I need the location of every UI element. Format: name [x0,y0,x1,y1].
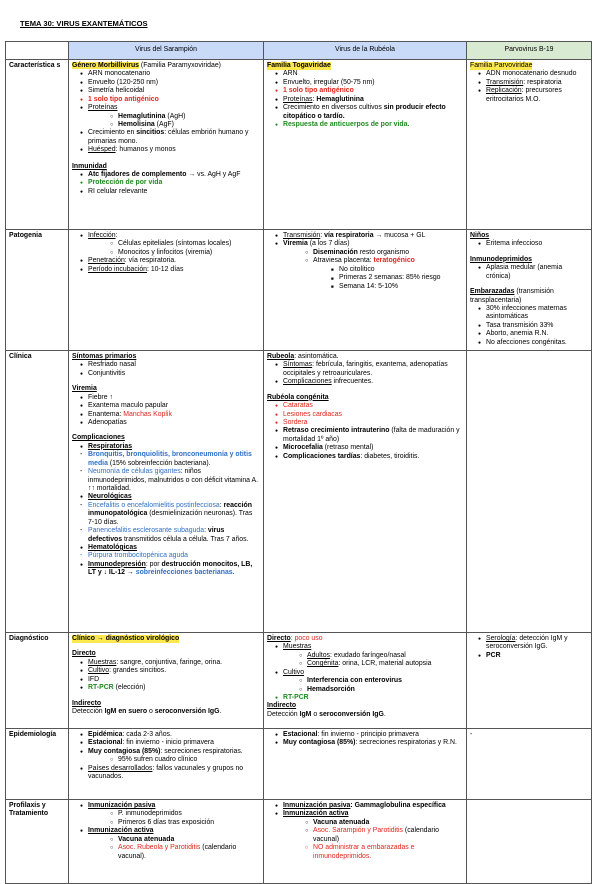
sarampion-genus: Género Morbillivirus (Familia Paramyxoviridae) [72,62,221,69]
list-item: ○ Células epiteliales (síntomas locales) [110,240,260,248]
document-title: TEMA 30: VIRUS EXANTEMÁTICOS [20,19,148,28]
list-item: ○ Diseminación resto organismo [305,249,463,257]
parvo-family: Familia Parvoviridae [470,62,533,69]
list-item: ● Crecimiento en diversos cultivos sin producir efecto citopático o tardío. [275,104,463,121]
list-item: ● Complicaciones tardías: diabetes, tiroiditis. [275,453,463,461]
muestras-sublist [299,652,463,669]
row-label-caracteristicas: Característica s [6,60,69,230]
list-item: ● Cultivo ○ Interferencia con enterovirus ○ Hemadsorción [275,669,463,694]
list-item: ○ Atraviesa placenta: teratogénico ■ No citolítico ■ Primeras 2 semanas: 85% riesgo ■ Semana 14: 5-10% [305,257,463,291]
rubeola-directo: Directo: poco uso [267,635,323,643]
list-item: - Bronquitis, bronquiolitis, bronconeumonía y otitis media (15% sobreinfección bacteriana). [80,451,260,468]
parvo-features-list [478,70,588,104]
cell-rubeola-epidemiologia [264,729,467,800]
list-item: ● Tasa transmisión 33% [478,322,588,330]
rubeola-activa-sublist [305,819,463,861]
row-label-epidemiologia: Epidemiología [6,729,69,800]
sarampion-features-list [80,70,260,154]
row-profilaxis [6,800,592,884]
rubeola-indirecto-heading: Indirecto [267,702,297,710]
infeccion-sublist [110,240,260,257]
cell-parvo-clinica [467,351,592,633]
cell-rubeola-clinica [264,351,467,633]
row-diagnostico [6,633,592,729]
list-item: ● No afecciones congénitas. [478,339,588,347]
row-label-profilaxis: Profilaxis y Tratamiento [6,800,69,884]
cell-parvo-caracteristicas [467,60,592,230]
proteins-sublist [110,113,260,130]
list-item: ● Período incubación: 10-12 días [80,266,260,274]
directo-list [80,659,260,693]
list-item: ● Inmunización pasiva: Gammaglobulina específica [275,802,463,810]
list-item: ○ Hemadsorción [299,686,463,694]
list-item: ● Transmisión: vía respiratoria → mucosa + GL [275,232,463,240]
list-item: ● Hematológicas [80,544,260,552]
list-item: ● Muy contagiosa (85%): secreciones respiratorias y R.N. [275,739,463,747]
list-item: ● Muestras: sangre, conjuntiva, faringe, orina. [80,659,260,667]
list-item: ● Estacional: fin invierno - inicio primavera [80,739,260,747]
list-item: ● Enantema: Manchas Koplik [80,411,260,419]
list-item: ● Eritema infeccioso [478,240,588,248]
row-caracteristicas [6,60,592,230]
list-item: ● Lesiones cardiacas [275,411,463,419]
cell-parvo-epidemiologia [467,729,592,800]
list-item: ● Penetración: vía respiratoria. [80,257,260,265]
list-item: ■ Semana 14: 5-10% [331,283,463,291]
header-sarampion: Virus del Sarampión [69,42,264,60]
rubeola-prof-list [275,802,463,861]
list-item: ○ P. inmunodeprimidos [110,810,260,818]
inmunodeprimidos-heading: Inmunodeprimidos [470,255,533,263]
list-item: ● Muy contagiosa (85%): secreciones respiratorias. ○ 95% sufren cuadro clínico [80,748,260,765]
list-item: ● Aborto, anemia R.N. [478,330,588,338]
list-item: ○ 95% sufren cuadro clínico [110,756,260,764]
list-item: ○ Hemaglutinina (AgH) [110,113,260,121]
header-rubeola: Virus de la Rubéola [264,42,467,60]
list-item: ● Conjuntivitis [80,370,260,378]
list-item: ● Complicaciones infrecuentes. [275,378,463,386]
list-item: - Neumonía de células gigantes: niños inmunodeprimidos, malnutridos o con déficit vitamina A. ↑↑ mortalidad. [80,468,260,493]
list-item: ● ADN monocatenario desnudo [478,70,588,78]
rubeola-epi-list [275,731,463,748]
cell-parvo-patogenia [467,230,592,351]
cell-sarampion-epidemiologia [69,729,264,800]
list-item: ● Respiratorias [80,443,260,451]
neuro-heading-list [80,493,260,501]
inmunodeprimidos-list [478,264,588,281]
ninos-heading: Niños [470,232,490,239]
list-item: ● 30% infecciones maternas asintomáticas [478,305,588,322]
sintomas-primarios-heading: Síntomas primarios [72,353,137,361]
list-item: ● Respuesta de anticuerpos de por vida. [275,121,463,129]
list-item: ● Países desarrollados: fallos vacunales y grupos no vacunados. [80,765,260,782]
rubeola-indirecto-text: Detección IgM o seroconversión IgG. [267,710,386,718]
parvo-diagnostico-list [478,635,588,660]
contagiosa-sublist [110,756,260,764]
sarampion-epi-list [80,731,260,782]
list-item: ○ Vacuna atenuada [305,819,463,827]
list-item: ● Exantema maculo papular [80,402,260,410]
cell-rubeola-caracteristicas [264,60,467,230]
list-item: - Panencefalitis esclerosante subaguda: virus defectivos transmitidos célula a célula. Tras 7 años. [80,527,260,544]
list-item: ■ No citolítico [331,266,463,274]
embarazadas-heading: Embarazadas (transmisión transplacentaria) [470,288,554,304]
cell-parvo-diagnostico [467,633,592,729]
pasiva-sublist [110,810,260,827]
list-item: ● Cataratas [275,402,463,410]
list-item: ● Fiebre ↑ [80,394,260,402]
hema-heading-list [80,544,260,552]
rubeola-family: Familia Togaviridae [267,62,331,69]
list-item: ● Adenopatías [80,419,260,427]
list-item: ● Proteínas ○ Hemaglutinina (AgH) ○ Hemolisina (AgF) [80,104,260,129]
viremia-sublist [305,249,463,291]
diagnostico-clinico: Clínico → diagnóstico virológico [72,635,180,643]
rubeola-clinica-list [275,361,463,386]
row-epidemiologia [6,729,592,800]
header-row [6,42,592,60]
list-item: ● Envuelto, irregular (50-75 nm) [275,79,463,87]
list-item: ○ Interferencia con enterovirus [299,677,463,685]
list-item: ● Estacional: fin invierno - principio primavera [275,731,463,739]
list-item: ○ Monocitos y linfocitos (viremia) [110,249,260,257]
cell-sarampion-profilaxis [69,800,264,884]
rubeola-features-list [275,70,463,129]
rubeola-patogenia-list [275,232,463,291]
indirecto-text: Detección IgM en suero o seroconversión IgG. [72,708,222,716]
list-item: ● Aplasia medular (anemia crónica) [478,264,588,281]
list-item: ○ Adultos: exudado faríngeo/nasal [299,652,463,660]
list-item: ● Envuelto (120-250 nm) [80,79,260,87]
header-parvovirus: Parvovirus B-19 [467,42,592,60]
cell-rubeola-profilaxis [264,800,467,884]
respiratorias-list [80,451,260,493]
directo-heading: Directo [72,650,96,658]
list-item: ● Simetría helicoidal [80,87,260,95]
list-item: ● Inmunodepresión: por destrucción monocitos, LB, LT y ↓ IL-12 → sobreinfecciones bacterianas. [80,561,260,578]
list-item: ● Muestras ○ Adultos: exudado faríngeo/nasal ○ Congénita: orina, LCR, material autopsia [275,643,463,668]
cell-sarampion-caracteristicas [69,60,264,230]
list-item: ■ Primeras 2 semanas: 85% riesgo [331,274,463,282]
list-item: ● Atc fijadores de complemento → vs. AgH y AgF [80,171,260,179]
row-label-patogenia: Patogenia [6,230,69,351]
row-label-diagnostico: Diagnóstico [6,633,69,729]
list-item: ● Crecimiento en sincitios: células embrión humano y primarias mono. [80,129,260,146]
list-item: ○ Hemolisina (AgF) [110,121,260,129]
list-item: ● ARN [275,70,463,78]
inmunodepresion-list [80,561,260,578]
list-item: ● Epidémica: cada 2-3 años. [80,731,260,739]
list-item: ● RT-PCR (elección) [80,684,260,692]
list-item: ● Retraso crecimiento intrauterino (falta de maduración y mortalidad 1º año) [275,427,463,444]
cell-sarampion-diagnostico [69,633,264,729]
indirecto-heading: Indirecto [72,699,102,707]
list-item: ● Inmunización pasiva ○ P. inmunodeprimidos ○ Primeros 6 días tras exposición [80,802,260,827]
list-item: - Encefalitis o encefalomielitis postinfecciosa: reacción inmunopatológica (desmielinización neuronas). Tras 7-10 días. [80,502,260,527]
list-item: ○ Congénita: orina, LCR, material autopsia [299,660,463,668]
list-item: ● Transmisión: respiratoria [478,79,588,87]
sarampion-patogenia-list [80,232,260,274]
hematologicas-list [80,552,260,560]
list-item: ● RT-PCR [275,694,463,702]
cell-sarampion-patogenia [69,230,264,351]
list-item: ● Inmunización activa ○ Vacuna atenuada ○ Asoc. Rubeola y Parotiditis (calendario vacunal). [80,827,260,861]
virus-comparison-table [5,41,592,884]
list-item: ● PCR [478,652,588,660]
cell-sarampion-clinica [69,351,264,633]
list-item: ● Resfriado nasal [80,361,260,369]
complicaciones-list [80,443,260,451]
list-item: ○ NO administrar a embarazadas e inmunodeprimidos. [305,844,463,861]
ninos-list [478,240,588,248]
list-item: ● Replicación: precursores eritrocitarios M.O. [478,87,588,104]
header-blank [6,42,69,60]
list-item: ● Huésped: humanos y monos [80,146,260,154]
list-item: ● Protección de por vida [80,179,260,187]
list-item: ● Viremia (a los 7 días) ○ Diseminación resto organismo ○ Atraviesa placenta: teratogénico ■ No citolítico ■ Primeras 2 semanas: 85% riesgo ■ Semana 14: 5-10% [275,240,463,291]
list-item: ● Infección: ○ Células epiteliales (síntomas locales) ○ Monocitos y linfocitos (viremia) [80,232,260,257]
list-item: ● 1 solo tipo antigénico [275,87,463,95]
list-item: ○ Primeros 6 días tras exposición [110,819,260,827]
list-item: ● Inmunización activa ○ Vacuna atenuada ○ Asoc. Sarampión y Parotiditis (calendario vacunal) ○ NO administrar a embarazadas e inmunodeprimidos. [275,810,463,861]
cultivo-sublist [299,677,463,694]
list-item: ● Sordera [275,419,463,427]
cell-rubeola-diagnostico [264,633,467,729]
viremia-heading: Viremia [72,385,97,393]
empty-dash: - [470,731,473,739]
embarazadas-list [478,305,588,347]
cell-parvo-profilaxis [467,800,592,884]
list-item: ● Serología: detección IgM y seroconversión IgG. [478,635,588,652]
list-item: ○ Asoc. Rubeola y Parotiditis (calendario vacunal). [110,844,260,861]
list-item: ● Síntomas: febrícula, faringitis, exantema, adenopatías occipitales y retroauriculares. [275,361,463,378]
row-clinica [6,351,592,633]
sintomas-list [80,361,260,378]
neurologicas-list [80,502,260,544]
complicaciones-heading: Complicaciones [72,434,125,442]
viremia-list [80,394,260,428]
list-item: ● IFD [80,676,260,684]
sarampion-prof-list [80,802,260,861]
list-item: ○ Asoc. Sarampión y Parotiditis (calendario vacunal) [305,827,463,844]
list-item: ● 1 solo tipo antigénico [80,96,260,104]
rubeola-congenita-heading: Rubéola congénita [267,393,329,401]
row-label-clinica: Clínica [6,351,69,633]
list-item: ● Proteínas: Hemaglutinina [275,96,463,104]
placenta-sublist [331,266,463,291]
inmunidad-heading: Inmunidad [72,162,107,170]
list-item: ● Neurológicas [80,493,260,501]
cell-rubeola-patogenia [264,230,467,351]
list-item: ● Cultivo: grandes sincitios. [80,667,260,675]
list-item: ● ARN monocatenario [80,70,260,78]
list-item: - Púrpura trombocitopénica aguda [80,552,260,560]
activa-sublist [110,836,260,861]
inmunidad-list [80,171,260,196]
row-patogenia [6,230,592,351]
rubeola-congenita-list [275,402,463,461]
rubeola-asintomatica: Rubeola: asintomática. [267,353,339,361]
list-item: ● RI celular relevante [80,188,260,196]
list-item: ● Microcefalia (retraso mental) [275,444,463,452]
rubeola-directo-list [275,643,463,702]
list-item: ○ Vacuna atenuada [110,836,260,844]
